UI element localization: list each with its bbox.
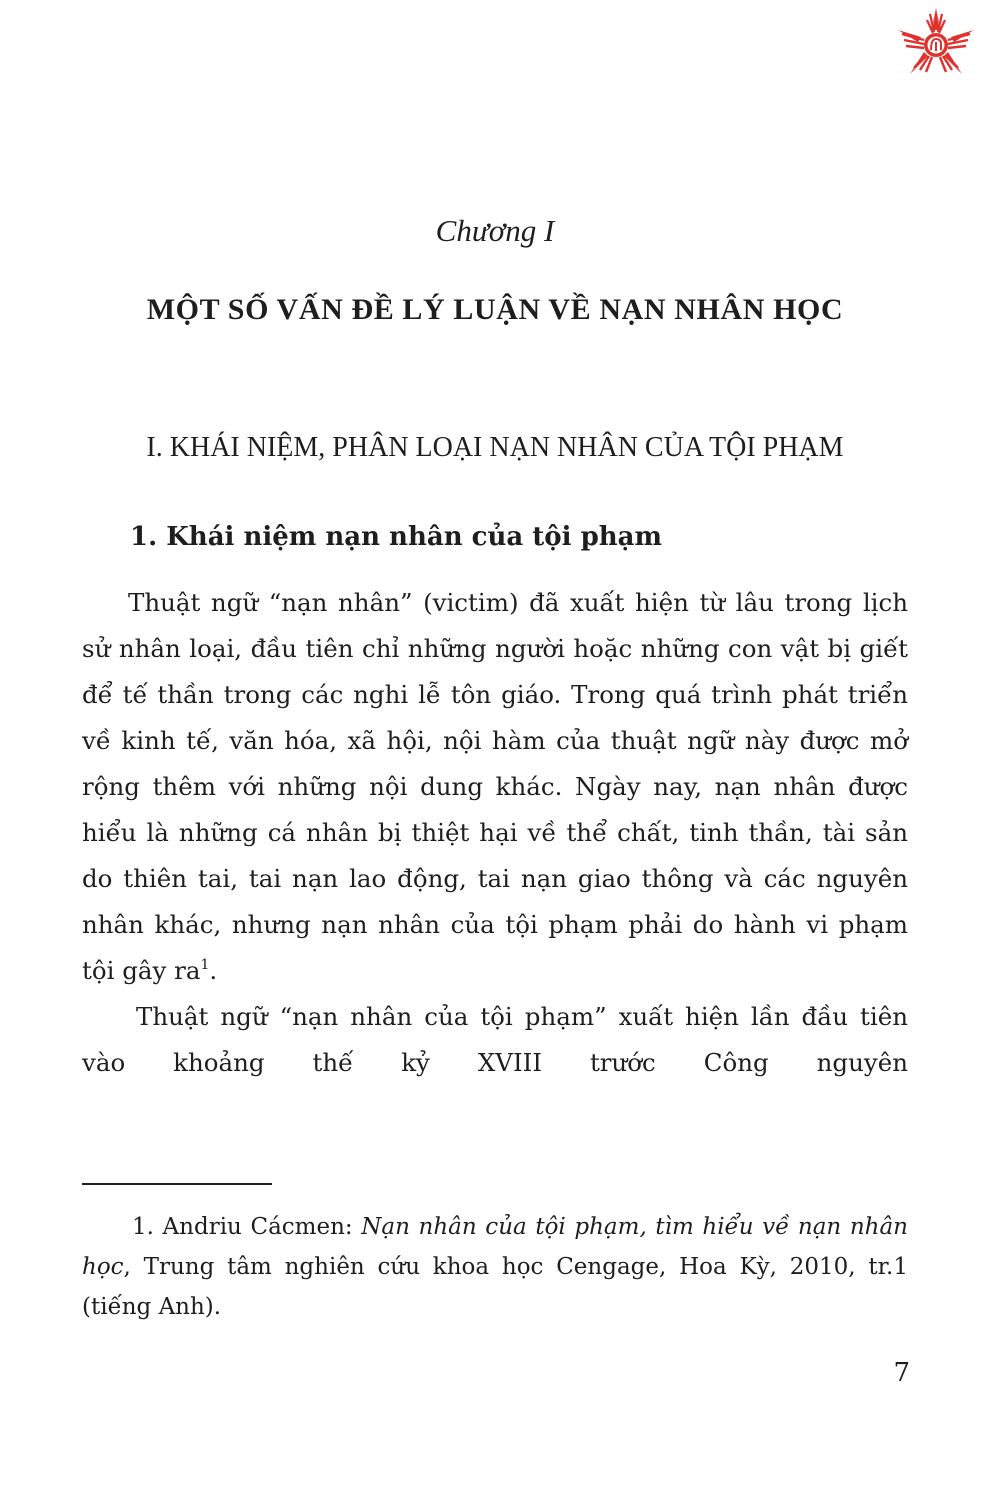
- section-title: I. KHÁI NIỆM, PHÂN LOẠI NẠN NHÂN CỦA TỘI PHẠM: [146, 432, 844, 463]
- paragraph-1: [82, 580, 908, 994]
- publisher-logo-icon: [894, 6, 978, 78]
- subsection-title: 1. Khái niệm nạn nhân của tội phạm: [130, 522, 663, 552]
- paragraph-1-text: Thuật ngữ “nạn nhân” (victim) đã xuất hiện từ lâu trong lịch sử nhân loại, đầu tiên chỉ những người hoặc những con vật bị giết để tế thần trong các nghi lễ tôn giáo. Trong quá trình phát triển về kinh tế, văn hóa, xã hội, nội hàm của thuật ngữ này được mở rộng thêm với những nội dung khác. Ngày nay, nạn nhân được hiểu là những cá nhân bị thiệt hại về thể chất, tinh thần, tài sản do thiên tai, tai nạn lao động, tai nạn giao thông và các nguyên nhân khác, nhưng nạn nhân của tội phạm phải do hành vi phạm tội gây ra: [82, 588, 908, 985]
- footnote-prefix: 1. Andriu Cácmen:: [132, 1214, 362, 1240]
- chapter-label: Chương I: [435, 213, 555, 248]
- paragraph-1-end: .: [209, 956, 218, 985]
- footnote-divider: [82, 1183, 272, 1185]
- page-number: 7: [893, 1358, 910, 1388]
- paragraph-2: Thuật ngữ “nạn nhân của tội phạm” xuất hiện lần đầu tiên vào khoảng thế kỷ XVIII trước Công nguyên: [82, 1002, 908, 1077]
- footnote-details: , Trung tâm nghiên cứu khoa học Cengage, Hoa Kỳ, 2010, tr.1 (tiếng Anh).: [82, 1254, 908, 1320]
- chapter-title: MỘT SỐ VẤN ĐỀ LÝ LUẬN VỀ NẠN NHÂN HỌC: [146, 293, 844, 326]
- footnote-reference[interactable]: 1: [200, 957, 210, 973]
- footnote-book-title: Nạn nhân của tội phạm, tìm hiểu về nạn nhân học: [82, 1214, 908, 1280]
- footnote: [82, 1207, 908, 1327]
- body-text: [82, 580, 908, 1086]
